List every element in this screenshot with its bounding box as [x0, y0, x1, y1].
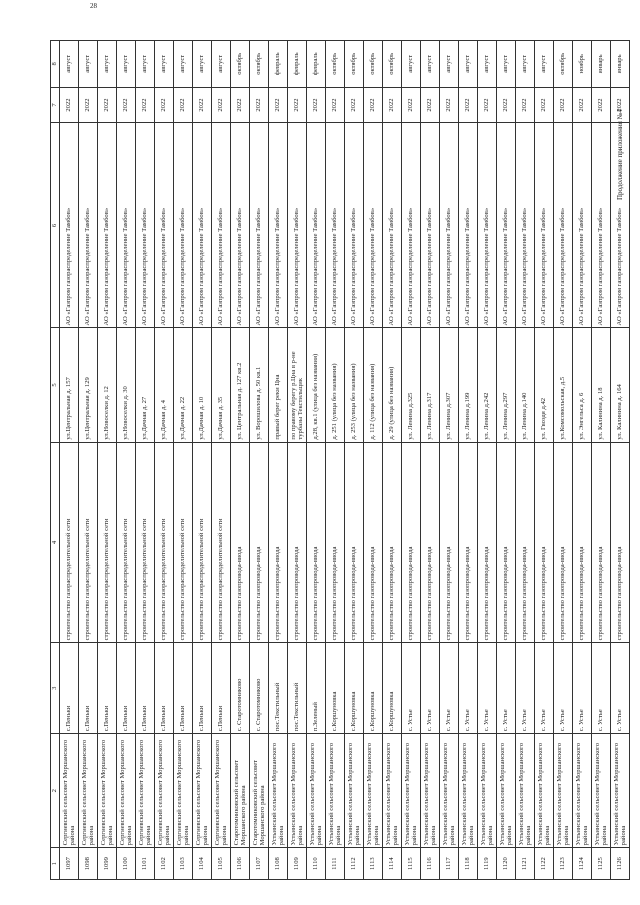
month-cell: октябрь — [364, 41, 383, 88]
organization-cell: АО «Газпром газораспределение Тамбов» — [440, 123, 459, 328]
municipality-cell: Устьинский сельсовет Моршанского района — [402, 734, 421, 848]
address-cell: ул.Дачная д. 4 — [155, 328, 174, 442]
table-row — [554, 41, 573, 880]
address-cell: ул. Ленина д.297 — [497, 328, 516, 442]
organization-cell: АО «Газпром газораспределение Тамбов» — [288, 123, 307, 328]
table-row — [592, 41, 611, 880]
settlement-cell: с. Устье — [459, 643, 478, 734]
organization-cell: АО «Газпром газораспределение Тамбов» — [117, 123, 136, 328]
table-row — [79, 41, 98, 880]
table-row — [345, 41, 364, 880]
settlement-cell: с. Устье — [478, 643, 497, 734]
month-cell: октябрь — [554, 41, 573, 88]
work-type-cell: строительство газораспределительной сети — [98, 442, 117, 643]
work-type-cell: строительство газопровода-ввода — [345, 442, 364, 643]
organization-cell: АО «Газпром газораспределение Тамбов» — [516, 123, 535, 328]
organization-cell: АО «Газпром газораспределение Тамбов» — [136, 123, 155, 328]
settlement-cell: с. Устье — [421, 643, 440, 734]
row-number-cell: 1100 — [117, 848, 136, 880]
row-number-cell: 1105 — [212, 848, 231, 880]
table-row — [497, 41, 516, 880]
municipality-cell: Устьинский сельсовет Моршанского района — [364, 734, 383, 848]
municipality-cell: Устьинский сельсовет Моршанского района — [440, 734, 459, 848]
work-type-cell: строительство газопровода-ввода — [421, 442, 440, 643]
work-type-cell: строительство газораспределительной сети — [60, 442, 79, 643]
row-number-cell: 1099 — [98, 848, 117, 880]
organization-cell: АО «Газпром газораспределение Тамбов» — [79, 123, 98, 328]
address-cell: ул.Новоселки д. 12 — [98, 328, 117, 442]
municipality-cell: Устьинский сельсовет Моршанского района — [307, 734, 326, 848]
address-cell: д. 251 (улица без названия) — [326, 328, 345, 442]
work-type-cell: строительство газопровода-ввода — [611, 442, 630, 643]
month-cell: февраль — [269, 41, 288, 88]
table-row — [193, 41, 212, 880]
organization-cell: АО «Газпром газораспределение Тамбов» — [478, 123, 497, 328]
month-cell: январь — [611, 41, 630, 88]
settlement-cell: с.Пеньки — [155, 643, 174, 734]
municipality-cell: Сергиевский сельсовет Моршанского района — [212, 734, 231, 848]
year-cell: 2022 — [421, 87, 440, 123]
organization-cell: АО «Газпром газораспределение Тамбов» — [459, 123, 478, 328]
year-cell: 2022 — [364, 87, 383, 123]
row-number-cell: 1107 — [250, 848, 269, 880]
work-type-cell: строительство газопровода-ввода — [554, 442, 573, 643]
year-cell: 2022 — [326, 87, 345, 123]
settlement-cell: с.Пеньки — [212, 643, 231, 734]
municipality-cell: Устьинский сельсовет Моршанского района — [611, 734, 630, 848]
organization-cell: АО «Газпром газораспределение Тамбов» — [383, 123, 402, 328]
row-number-cell: 1123 — [554, 848, 573, 880]
table-row — [98, 41, 117, 880]
month-cell: ноябрь — [573, 41, 592, 88]
table-row — [516, 41, 535, 880]
row-number-cell: 1106 — [231, 848, 250, 880]
month-cell: февраль — [307, 41, 326, 88]
address-cell: д. 253 (улица без названия) — [345, 328, 364, 442]
address-cell: ул. Ленина д.140 — [516, 328, 535, 442]
municipality-cell: Сергиевский сельсовет Моршанского района — [174, 734, 193, 848]
year-cell: 2022 — [269, 87, 288, 123]
work-type-cell: строительство газопровода-ввода — [592, 442, 611, 643]
organization-cell: АО «Газпром газораспределение Тамбов» — [250, 123, 269, 328]
work-type-cell: строительство газопровода-ввода — [440, 442, 459, 643]
table-row — [288, 41, 307, 880]
municipality-cell: Устьинский сельсовет Моршанского района — [383, 734, 402, 848]
municipality-cell: Сергиевский сельсовет Моршанского района — [98, 734, 117, 848]
month-cell: август — [478, 41, 497, 88]
settlement-cell: с.Коршуновка — [345, 643, 364, 734]
settlement-cell: с. Устье — [592, 643, 611, 734]
row-number-cell: 1125 — [592, 848, 611, 880]
organization-cell: АО «Газпром газораспределение Тамбов» — [174, 123, 193, 328]
month-cell: январь — [592, 41, 611, 88]
row-number-cell: 1098 — [79, 848, 98, 880]
work-type-cell: строительство газопровода-ввода — [535, 442, 554, 643]
table-row — [535, 41, 554, 880]
address-cell: ул. Ленина д.199 — [459, 328, 478, 442]
row-number-cell: 1109 — [288, 848, 307, 880]
settlement-cell: с. Устье — [440, 643, 459, 734]
row-number-cell: 1115 — [402, 848, 421, 880]
organization-cell: АО «Газпром газораспределение Тамбов» — [364, 123, 383, 328]
municipality-cell: Старотомниковский сельсовет Моршанского района — [231, 734, 250, 848]
month-cell: август — [79, 41, 98, 88]
work-type-cell: строительство газопровода-ввода — [250, 442, 269, 643]
year-cell: 2022 — [79, 87, 98, 123]
organization-cell: АО «Газпром газораспределение Тамбов» — [307, 123, 326, 328]
work-type-cell: строительство газораспределительной сети — [193, 442, 212, 643]
work-type-cell: строительство газопровода-ввода — [402, 442, 421, 643]
row-number-cell: 1116 — [421, 848, 440, 880]
settlement-cell: с.Пеньки — [136, 643, 155, 734]
settlement-cell: с.Коршуновка — [383, 643, 402, 734]
month-cell: август — [459, 41, 478, 88]
work-type-cell: строительство газопровода-ввода — [326, 442, 345, 643]
row-number-cell: 1102 — [155, 848, 174, 880]
settlement-cell: с. Устье — [497, 643, 516, 734]
month-cell: октябрь — [250, 41, 269, 88]
month-cell: август — [60, 41, 79, 88]
settlement-cell: с.Пеньки — [79, 643, 98, 734]
column-header: 8 — [51, 41, 60, 88]
work-type-cell: строительство газопровода-ввода — [459, 442, 478, 643]
month-cell: август — [402, 41, 421, 88]
row-number-cell: 1120 — [497, 848, 516, 880]
month-cell: август — [155, 41, 174, 88]
municipality-cell: Устьинский сельсовет Моршанского района — [535, 734, 554, 848]
year-cell: 2022 — [611, 87, 630, 123]
organization-cell: АО «Газпром газораспределение Тамбов» — [554, 123, 573, 328]
rotated-table-container — [50, 40, 627, 880]
column-header: 5 — [51, 328, 60, 442]
organization-cell: АО «Газпром газораспределение Тамбов» — [60, 123, 79, 328]
settlement-cell: с.Пеньки — [60, 643, 79, 734]
table-row — [212, 41, 231, 880]
municipality-cell: Устьинский сельсовет Моршанского района — [269, 734, 288, 848]
municipality-cell: Устьинский сельсовет Моршанского района — [516, 734, 535, 848]
work-type-cell: строительство газопровода-ввода — [288, 442, 307, 643]
address-cell: ул. Калинина д. 164 — [611, 328, 630, 442]
municipality-cell: Устьинский сельсовет Моршанского района — [497, 734, 516, 848]
address-cell: по правому берегу р.Цна в р-не турбазы Текстильщик — [288, 328, 307, 442]
table-row — [174, 41, 193, 880]
year-cell: 2022 — [231, 87, 250, 123]
header-row — [51, 41, 60, 880]
organization-cell: АО «Газпром газораспределение Тамбов» — [155, 123, 174, 328]
table-row — [611, 41, 630, 880]
row-number-cell: 1101 — [136, 848, 155, 880]
work-type-cell: строительство газопровода-ввода — [478, 442, 497, 643]
year-cell: 2022 — [440, 87, 459, 123]
address-cell: ул.Новоселки д. 30 — [117, 328, 136, 442]
row-number-cell: 1118 — [459, 848, 478, 880]
settlement-cell: с. Устье — [573, 643, 592, 734]
municipality-cell: Устьинский сельсовет Моршанского района — [478, 734, 497, 848]
year-cell: 2022 — [250, 87, 269, 123]
year-cell: 2022 — [516, 87, 535, 123]
organization-cell: АО «Газпром газораспределение Тамбов» — [535, 123, 554, 328]
table-body — [60, 41, 630, 880]
address-cell: ул. Ленина д.317 — [421, 328, 440, 442]
year-cell: 2022 — [117, 87, 136, 123]
month-cell: август — [174, 41, 193, 88]
address-cell: д. 29 (улица без названия) — [383, 328, 402, 442]
year-cell: 2022 — [478, 87, 497, 123]
row-number-cell: 1111 — [326, 848, 345, 880]
address-cell: ул.Центральная д. 129 — [79, 328, 98, 442]
municipality-cell: Устьинский сельсовет Моршанского района — [288, 734, 307, 848]
table-row — [269, 41, 288, 880]
row-number-cell: 1097 — [60, 848, 79, 880]
address-cell: ул. Калинина д. 18 — [592, 328, 611, 442]
table-row — [117, 41, 136, 880]
municipality-cell: Устьинский сельсовет Моршанского района — [345, 734, 364, 848]
table-row — [155, 41, 174, 880]
organization-cell: АО «Газпром газораспределение Тамбов» — [573, 123, 592, 328]
table-row — [326, 41, 345, 880]
work-type-cell: строительство газопровода-ввода — [516, 442, 535, 643]
organization-cell: АО «Газпром газораспределение Тамбов» — [193, 123, 212, 328]
municipality-cell: Старотомниковский сельсовет Моршанского района — [250, 734, 269, 848]
organization-cell: АО «Газпром газораспределение Тамбов» — [421, 123, 440, 328]
year-cell: 2022 — [98, 87, 117, 123]
month-cell: август — [440, 41, 459, 88]
year-cell: 2022 — [497, 87, 516, 123]
month-cell: август — [535, 41, 554, 88]
municipality-cell: Устьинский сельсовет Моршанского района — [554, 734, 573, 848]
municipality-cell: Сергиевский сельсовет Моршанского района — [155, 734, 174, 848]
year-cell: 2022 — [174, 87, 193, 123]
year-cell: 2022 — [402, 87, 421, 123]
address-cell: ул.Центральная д. 157 — [60, 328, 79, 442]
work-type-cell: строительство газопровода-ввода — [573, 442, 592, 643]
work-type-cell: строительство газопровода-ввода — [269, 442, 288, 643]
work-type-cell: строительство газораспределительной сети — [155, 442, 174, 643]
organization-cell: АО «Газпром газораспределение Тамбов» — [212, 123, 231, 328]
row-number-cell: 1108 — [269, 848, 288, 880]
row-number-cell: 1114 — [383, 848, 402, 880]
work-type-cell: строительство газопровода-ввода — [307, 442, 326, 643]
settlement-cell: с.Пеньки — [193, 643, 212, 734]
address-cell: правый берег реки Цна — [269, 328, 288, 442]
row-number-cell: 1122 — [535, 848, 554, 880]
municipality-cell: Сергиевский сельсовет Моршанского района — [117, 734, 136, 848]
address-cell: ул. Энгельса д. 6 — [573, 328, 592, 442]
address-cell: ул. Центральная д. 127 кв.2 — [231, 328, 250, 442]
settlement-cell: с. Устье — [611, 643, 630, 734]
work-type-cell: строительство газопровода-ввода — [364, 442, 383, 643]
row-number-cell: 1126 — [611, 848, 630, 880]
organization-cell: АО «Газпром газораспределение Тамбов» — [269, 123, 288, 328]
address-cell: ул. Ворошилова д. 50 кв.1 — [250, 328, 269, 442]
table-row — [60, 41, 79, 880]
row-number-cell: 1117 — [440, 848, 459, 880]
row-number-cell: 1104 — [193, 848, 212, 880]
address-cell: ул. Ленина д.325 — [402, 328, 421, 442]
work-type-cell: строительство газопровода-ввода — [497, 442, 516, 643]
municipality-cell: Устьинский сельсовет Моршанского района — [592, 734, 611, 848]
year-cell: 2022 — [573, 87, 592, 123]
month-cell: октябрь — [345, 41, 364, 88]
table-row — [250, 41, 269, 880]
settlement-cell: с.Коршуновка — [364, 643, 383, 734]
settlement-cell: с. Устье — [516, 643, 535, 734]
row-number-cell: 1110 — [307, 848, 326, 880]
month-cell: август — [117, 41, 136, 88]
address-cell: ул. Ленина д.242 — [478, 328, 497, 442]
municipality-cell: Сергиевский сельсовет Моршанского района — [79, 734, 98, 848]
address-cell: ул. Гвоздя д.42 — [535, 328, 554, 442]
appendix-title: Продолжение приложения №4 — [616, 109, 624, 200]
organization-cell: АО «Газпром газораспределение Тамбов» — [611, 123, 630, 328]
address-cell: д.28, кв.1 (улица без названия) — [307, 328, 326, 442]
document-page — [50, 40, 627, 880]
year-cell: 2022 — [307, 87, 326, 123]
year-cell: 2022 — [345, 87, 364, 123]
year-cell: 2022 — [288, 87, 307, 123]
year-cell: 2022 — [136, 87, 155, 123]
address-cell: ул.Дачная д. 22 — [174, 328, 193, 442]
month-cell: август — [497, 41, 516, 88]
settlement-cell: пос.Текстильный — [288, 643, 307, 734]
settlement-cell: с. Устье — [554, 643, 573, 734]
organization-cell: АО «Газпром газораспределение Тамбов» — [98, 123, 117, 328]
address-cell: ул.Дачная д. 35 — [212, 328, 231, 442]
organization-cell: АО «Газпром газораспределение Тамбов» — [326, 123, 345, 328]
organization-cell: АО «Газпром газораспределение Тамбов» — [402, 123, 421, 328]
year-cell: 2022 — [193, 87, 212, 123]
table-row — [136, 41, 155, 880]
month-cell: август — [136, 41, 155, 88]
work-type-cell: строительство газопровода-ввода — [383, 442, 402, 643]
table-row — [459, 41, 478, 880]
year-cell: 2022 — [60, 87, 79, 123]
month-cell: февраль — [288, 41, 307, 88]
organization-cell: АО «Газпром газораспределение Тамбов» — [497, 123, 516, 328]
month-cell: август — [193, 41, 212, 88]
table-row — [440, 41, 459, 880]
municipality-cell: Сергиевский сельсовет Моршанского района — [136, 734, 155, 848]
row-number-cell: 1119 — [478, 848, 497, 880]
work-type-cell: строительство газораспределительной сети — [136, 442, 155, 643]
column-header: 4 — [51, 442, 60, 643]
year-cell: 2022 — [212, 87, 231, 123]
row-number-cell: 1113 — [364, 848, 383, 880]
month-cell: август — [212, 41, 231, 88]
column-header: 2 — [51, 734, 60, 848]
year-cell: 2022 — [535, 87, 554, 123]
month-cell: август — [516, 41, 535, 88]
settlement-cell: с.Пеньки — [117, 643, 136, 734]
municipality-cell: Сергиевский сельсовет Моршанского района — [193, 734, 212, 848]
address-cell: ул.Комсомольская, д.5 — [554, 328, 573, 442]
settlement-cell: пос.Текстильный — [269, 643, 288, 734]
work-type-cell: строительство газораспределительной сети — [79, 442, 98, 643]
municipality-cell: Сергиевский сельсовет Моршанского района — [60, 734, 79, 848]
month-cell: август — [98, 41, 117, 88]
settlement-cell: с. Старотомниково — [231, 643, 250, 734]
settlement-cell: с.Коршуновка — [326, 643, 345, 734]
work-type-cell: строительство газопровода-ввода — [231, 442, 250, 643]
works-table — [50, 40, 630, 880]
row-number-cell: 1112 — [345, 848, 364, 880]
year-cell: 2022 — [554, 87, 573, 123]
municipality-cell: Устьинский сельсовет Моршанского района — [326, 734, 345, 848]
settlement-cell: с.Пеньки — [174, 643, 193, 734]
organization-cell: АО «Газпром газораспределение Тамбов» — [592, 123, 611, 328]
year-cell: 2022 — [459, 87, 478, 123]
month-cell: октябрь — [383, 41, 402, 88]
address-cell: д. 112 (улица без названия) — [364, 328, 383, 442]
municipality-cell: Устьинский сельсовет Моршанского района — [459, 734, 478, 848]
settlement-cell: с. Старотомниково — [250, 643, 269, 734]
row-number-cell: 1103 — [174, 848, 193, 880]
month-cell: октябрь — [326, 41, 345, 88]
organization-cell: АО «Газпром газораспределение Тамбов» — [345, 123, 364, 328]
month-cell: октябрь — [231, 41, 250, 88]
municipality-cell: Устьинский сельсовет Моршанского района — [421, 734, 440, 848]
municipality-cell: Устьинский сельсовет Моршанского района — [573, 734, 592, 848]
work-type-cell: строительство газораспределительной сети — [212, 442, 231, 643]
column-header: 3 — [51, 643, 60, 734]
organization-cell: АО «Газпром газораспределение Тамбов» — [231, 123, 250, 328]
page-number: 28 — [90, 2, 97, 10]
table-row — [421, 41, 440, 880]
settlement-cell: с.Пеньки — [98, 643, 117, 734]
table-row — [573, 41, 592, 880]
year-cell: 2022 — [592, 87, 611, 123]
settlement-cell: с. Устье — [535, 643, 554, 734]
table-row — [231, 41, 250, 880]
work-type-cell: строительство газораспределительной сети — [174, 442, 193, 643]
table-row — [478, 41, 497, 880]
work-type-cell: строительство газораспределительной сети — [117, 442, 136, 643]
table-row — [364, 41, 383, 880]
column-header: 6 — [51, 123, 60, 328]
month-cell: август — [421, 41, 440, 88]
row-number-cell: 1121 — [516, 848, 535, 880]
table-row — [402, 41, 421, 880]
column-header: 7 — [51, 87, 60, 123]
address-cell: ул. Ленина д.307 — [440, 328, 459, 442]
address-cell: ул.Дачная д. 27 — [136, 328, 155, 442]
table-row — [383, 41, 402, 880]
settlement-cell: п.Зеленый — [307, 643, 326, 734]
year-cell: 2022 — [383, 87, 402, 123]
year-cell: 2022 — [155, 87, 174, 123]
address-cell: ул.Дачная д. 10 — [193, 328, 212, 442]
column-header: 1 — [51, 848, 60, 880]
row-number-cell: 1124 — [573, 848, 592, 880]
table-row — [307, 41, 326, 880]
settlement-cell: с. Устье — [402, 643, 421, 734]
